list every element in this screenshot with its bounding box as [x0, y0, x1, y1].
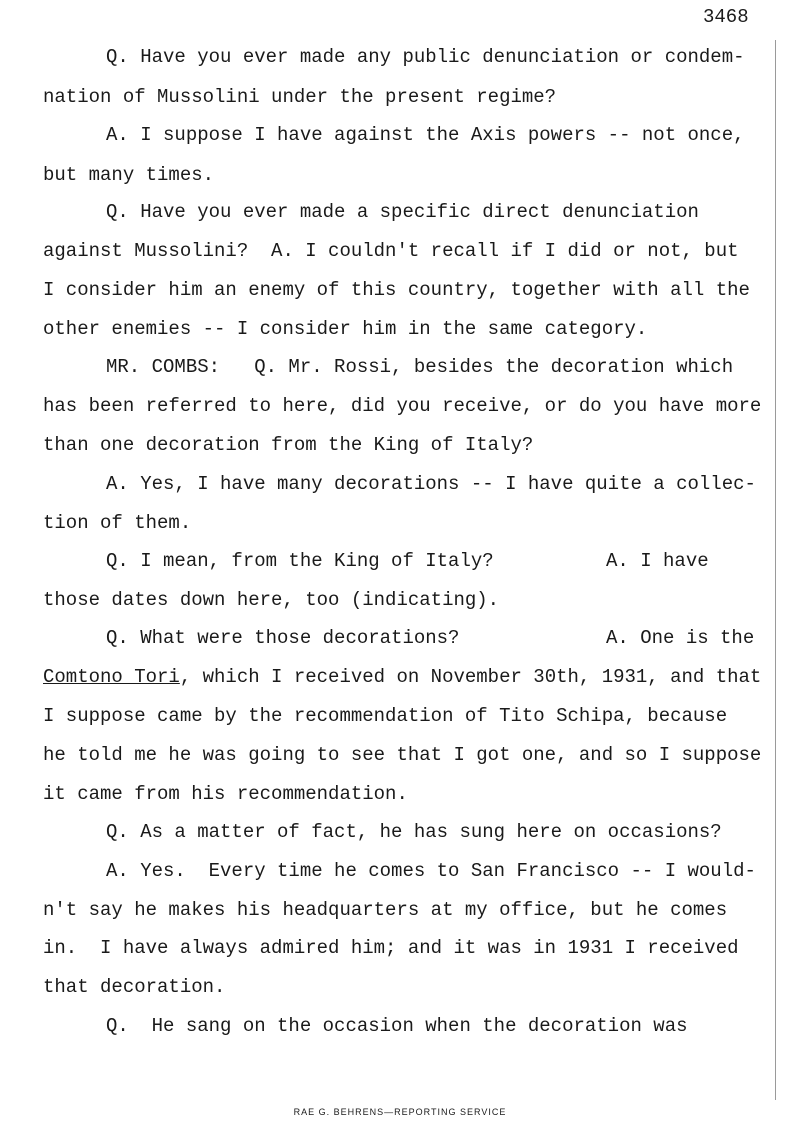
transcript-line: A. Yes. Every time he comes to San Francisco -- I would-: [106, 860, 756, 882]
transcript-line: nation of Mussolini under the present regime?: [43, 86, 557, 108]
transcript-line: Q. As a matter of fact, he has sung here on occasions?: [106, 821, 722, 843]
transcript-line: A. I have: [606, 550, 709, 572]
transcript-line: Q. What were those decorations?: [106, 627, 460, 649]
transcript-line: Q. Have you ever made any public denunciation or condem-: [106, 46, 745, 68]
line-continuation: , which I received on November 30th, 1931, and that: [179, 666, 762, 688]
transcript-line: has been referred to here, did you receive, or do you have more: [43, 395, 762, 417]
transcript-line: Q. I mean, from the King of Italy?: [106, 550, 494, 572]
transcript-line: A. I suppose I have against the Axis powers -- not once,: [106, 124, 745, 146]
transcript-line: but many times.: [43, 164, 215, 186]
decoration-name: Comtono Tori: [43, 666, 180, 688]
transcript-line: other enemies -- I consider him in the same category.: [43, 318, 648, 340]
transcript-line: than one decoration from the King of Italy?: [43, 434, 534, 456]
transcript-line: that decoration.: [43, 976, 226, 998]
transcript-line: those dates down here, too (indicating).: [43, 589, 500, 611]
page-number: 3468: [703, 6, 749, 28]
transcript-line: Q. Have you ever made a specific direct denunciation: [106, 201, 699, 223]
transcript-line: he told me he was going to see that I got one, and so I suppose: [43, 744, 762, 766]
page-footer: RAE G. BEHRENS—REPORTING SERVICE: [293, 1107, 507, 1117]
transcript-line: in. I have always admired him; and it was in 1931 I received: [43, 937, 739, 959]
transcript-line: MR. COMBS: Q. Mr. Rossi, besides the decoration which: [106, 356, 734, 378]
transcript-line: I consider him an enemy of this country, together with all the: [43, 279, 750, 301]
transcript-line: A. Yes, I have many decorations -- I have quite a collec-: [106, 473, 756, 495]
transcript-line: I suppose came by the recommendation of Tito Schipa, because: [43, 705, 728, 727]
transcript-line: Q. He sang on the occasion when the decoration was: [106, 1015, 688, 1037]
right-margin-rule: [775, 40, 776, 1100]
transcript-line: A. One is the: [606, 627, 755, 649]
transcript-line: n't say he makes his headquarters at my office, but he comes: [43, 899, 728, 921]
transcript-line: it came from his recommendation.: [43, 783, 408, 805]
transcript-line: against Mussolini? A. I couldn't recall if I did or not, but: [43, 240, 739, 262]
transcript-line: [43, 666, 761, 688]
transcript-line: tion of them.: [43, 512, 192, 534]
